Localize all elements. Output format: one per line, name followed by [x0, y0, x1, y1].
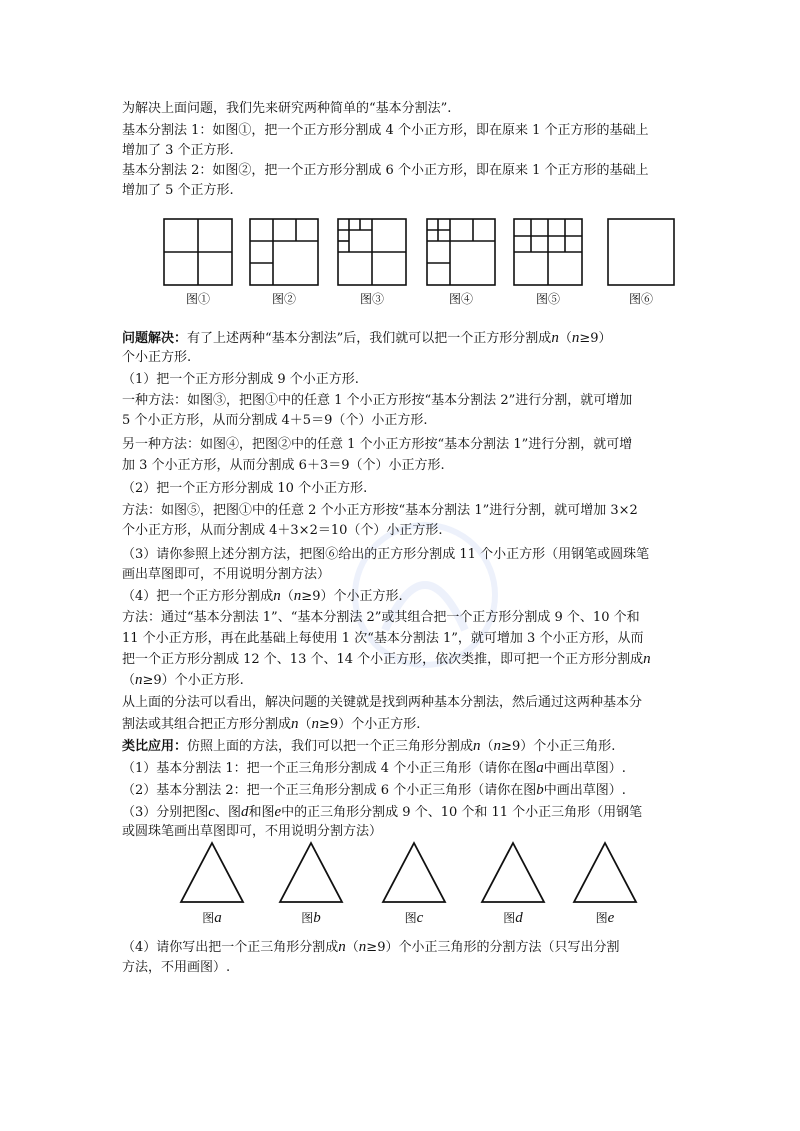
method1-line-a: 基本分割法 1：如图①，把一个正方形分割成 4 个小正方形，即在原来 1 个正方形的基础上: [122, 123, 649, 138]
summary-line-a: 从上面的分法可以看出，解决问题的关键就是找到两种基本分割法，然后通过这两种基本分: [122, 695, 643, 710]
method2-line-a: 基本分割法 2：如图②，把一个正方形分割成 6 个小正方形，即在原来 1 个正方形的基础上: [122, 163, 649, 178]
q4-method-a: 方法：通过“基本分割法 1”、“基本分割法 2”或其组合把一个正方形分割成 9 个、10 个和: [122, 610, 640, 625]
caption-fig6: 图⑥: [628, 292, 653, 306]
problem-intro-line: 问题解决：有了上述两种“基本分割法”后，我们就可以把一个正方形分割成n（n≥9）: [122, 330, 612, 346]
analogy-q1: （1）基本分割法 1：把一个正三角形分割成 4 个小正三角形（请你在图a中画出草图）.: [122, 760, 626, 776]
intro-line: 为解决上面问题，我们先来研究两种简单的“基本分割法”.: [122, 101, 452, 116]
caption-fig-c: 图c: [404, 910, 424, 926]
q1-method1-a: 一种方法：如图③，把图①中的任意 1 个小正方形按“基本分割法 2”进行分割，就可增加: [122, 393, 633, 408]
caption-fig4: 图④: [448, 292, 473, 306]
q4-method-b: 11 个小正方形，再在此基础上每使用 1 次“基本分割法 1”，就可增加 3 个小正方形，从而: [122, 631, 644, 646]
q4-method-d: （n≥9）个小正方形.: [122, 672, 244, 688]
q2-method-a: 方法：如图⑤，把图①中的任意 2 个小正方形按“基本分割法 1”进行分割，就可增加 3×2: [122, 503, 638, 518]
problem-q3-b: 画出草图即可，不用说明分割方法）: [122, 567, 331, 582]
analogy-q4-b: 方法，不用画图）.: [122, 960, 231, 975]
problem-heading: 问题解决：: [122, 331, 188, 346]
caption-fig-a: 图a: [202, 910, 222, 926]
caption-fig-e: 图e: [595, 910, 615, 926]
caption-fig5: 图⑤: [535, 292, 560, 306]
method2-line-b: 增加了 5 个正方形.: [122, 183, 234, 198]
caption-fig-d: 图d: [503, 910, 523, 926]
triangle-d: [482, 843, 544, 902]
analogy-heading: 类比应用：: [122, 739, 188, 754]
problem-q2: （2）把一个正方形分割成 10 个小正方形.: [122, 481, 368, 496]
analogy-q2: （2）基本分割法 2：把一个正三角形分割成 6 个小正三角形（请你在图b中画出草图）.: [122, 782, 626, 798]
analogy-q4-a: （4）请你写出把一个正三角形分割成n（n≥9）个小正三角形的分割方法（只写出分割: [122, 939, 620, 955]
caption-fig3: 图③: [359, 292, 384, 306]
analogy-q3-b: 或圆珠笔画出草图即可，不用说明分割方法）: [122, 824, 383, 839]
q1-method1-b: 5 个小正方形，从而分割成 4＋5＝9（个）小正方形.: [122, 413, 428, 428]
problem-q1: （1）把一个正方形分割成 9 个小正方形.: [122, 372, 359, 387]
method1-line-b: 增加了 3 个正方形.: [122, 143, 234, 158]
caption-fig1: 图①: [185, 292, 210, 306]
triangle-c: [383, 843, 445, 902]
summary-line-b: 割法或其组合把正方形分割成n（n≥9）个小正方形.: [122, 716, 421, 732]
caption-fig2: 图②: [271, 292, 296, 306]
q4-method-c: 把一个正方形分割成 12 个、13 个、14 个小正方形，依次类推，即可把一个正方形分割成n: [122, 651, 651, 667]
q1-method2-b: 加 3 个小正方形，从而分割成 6＋3＝9（个）小正方形.: [122, 458, 445, 473]
analogy-intro-line: 类比应用：仿照上面的方法，我们可以把一个正三角形分割成n（n≥9）个小正三角形.: [122, 738, 616, 754]
problem-q3-a: （3）请你参照上述分割方法，把图⑥给出的正方形分割成 11 个小正方形（用钢笔或圆珠笔: [122, 547, 650, 562]
q2-method-b: 个小正方形，从而分割成 4＋3×2＝10（个）小正方形.: [122, 523, 443, 538]
triangle-e: [574, 843, 636, 902]
q1-method2-a: 另一种方法：如图④，把图②中的任意 1 个小正方形按“基本分割法 1”进行分割，就可增: [122, 437, 633, 452]
triangle-a: [181, 843, 243, 902]
triangle-b: [280, 843, 342, 902]
problem-intro-line-2: 个小正方形.: [122, 350, 192, 365]
caption-fig-b: 图b: [301, 910, 321, 926]
analogy-q3-a: （3）分别把图c、图d和图e中的正三角形分割成 9 个、10 个和 11 个小正三角形（用钢笔: [122, 804, 643, 820]
problem-q4: （4）把一个正方形分割成n（n≥9）个小正方形.: [122, 588, 403, 604]
